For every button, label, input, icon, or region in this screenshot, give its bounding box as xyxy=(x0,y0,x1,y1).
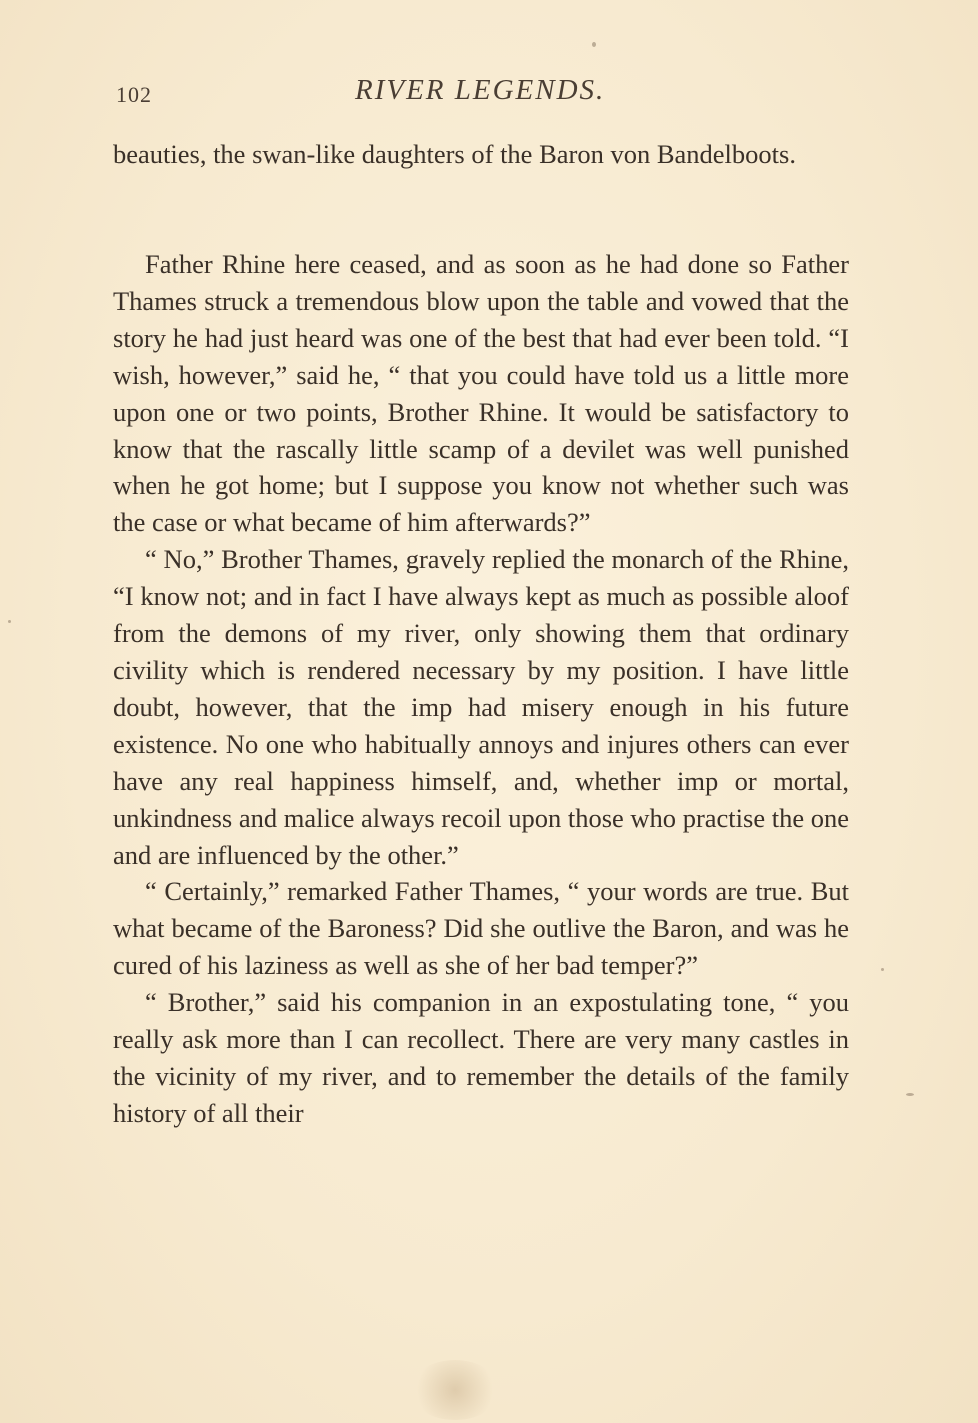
paper-speck xyxy=(881,968,884,971)
paper-speck xyxy=(8,620,11,623)
paragraph: “ No,” Brother Thames, gravely replied the monarch of the Rhine, “I know not; and in fact I have always kept as much as possible aloof from the demons of my river, only showing them that ordinary civility which is rendered necessary by my position. I have little doubt, however, that the imp had misery enough in his future existence. No one who habitually annoys and injures others can ever have any real happiness himself, and, whether imp or mortal, unkindness and malice always recoil upon those who practise the one and are influenced by the other.” xyxy=(113,544,849,870)
paragraph: “ Certainly,” remarked Father Thames, “ your words are true. But what became of the Baroness? Did she outlive the Baron, and was he cured of his laziness as well as she of her bad temper?” xyxy=(113,876,849,981)
paragraph: beauties, the swan-like daughters of the Baron von Bandelboots. xyxy=(113,139,796,169)
paper-stain xyxy=(410,1360,500,1420)
page-header xyxy=(113,74,853,114)
paper-speck xyxy=(906,1093,914,1096)
paragraph: “ Brother,” said his companion in an expostulating tone, “ you really ask more than I can recollect. There are very many castles in the vicinity of my river, and to remember the details of the family history of all their xyxy=(113,987,849,1128)
paper-speck xyxy=(592,42,596,47)
running-title: RIVER LEGENDS. xyxy=(355,74,606,106)
page-number: 102 xyxy=(116,82,152,107)
body-text xyxy=(113,246,849,1132)
continued-text xyxy=(113,136,849,173)
paragraph: Father Rhine here ceased, and as soon as he had done so Father Thames struck a tremendous blow upon the table and vowed that the story he had just heard was one of the best that had ever been told. “I wish, however,” said he, “ that you could have told us a little more upon one or two points, Brother Rhine. It would be satisfactory to know that the rascally little scamp of a devilet was well punished when he got home; but I suppose you know not whether such was the case or what became of him afterwards?” xyxy=(113,249,849,538)
